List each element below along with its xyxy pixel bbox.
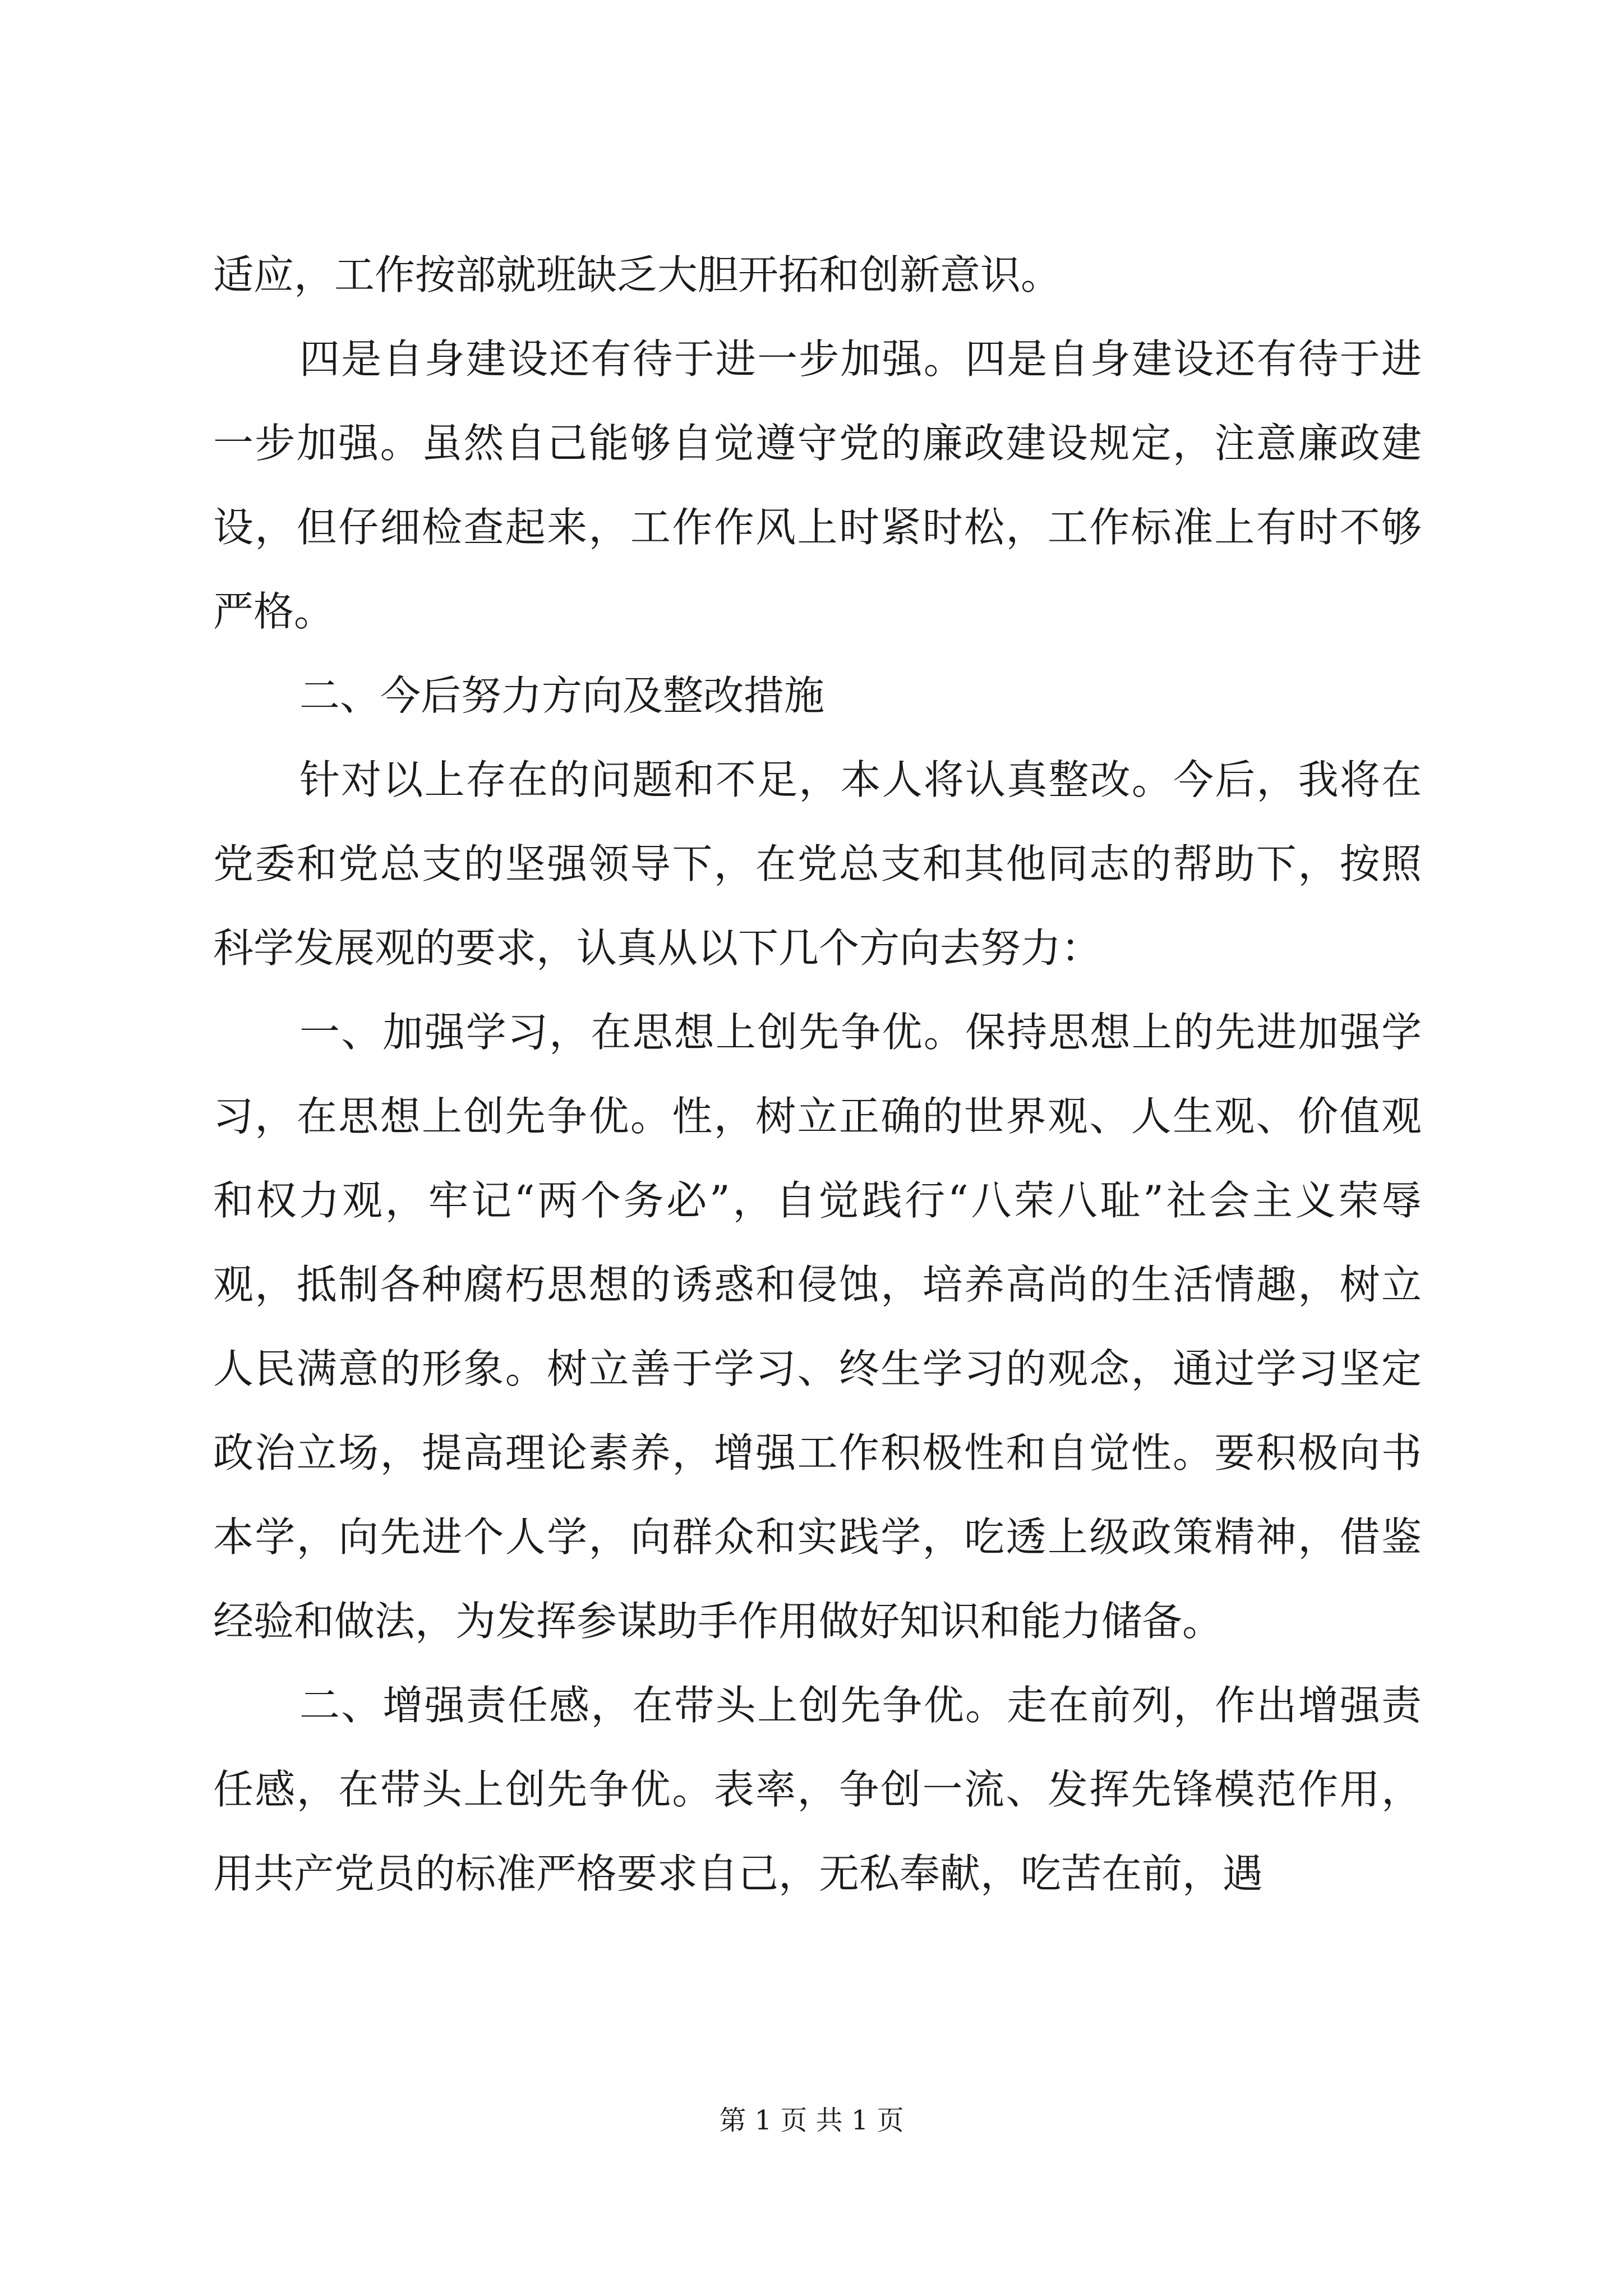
paragraph-strengthen-study: 一、加强学习，在思想上创先争优。保持思想上的先进加强学习，在思想上创先争优。性，树立正确的世界观、人生观、价值观和权力观，牢记“两个务必”，自觉践行“八荣八耻”社会主义荣辱观，抵制各种腐朽思想的诱惑和侵蚀，培养高尚的生活情趣，树立人民满意的形象。树立善于学习、终生学习的观念，通过学习坚定政治立场，提高理论素养，增强工作积极性和自觉性。要积极向书本学，向先进个人学，向群众和实践学，吃透上级政策精神，借鉴经验和做法，为发挥参谋助手作用做好知识和能力储备。 bbox=[213, 1009, 1422, 1645]
paragraph-continuation: 适应，工作按部就班缺乏大胆开拓和创新意识。 bbox=[213, 251, 1062, 298]
paragraph-responsibility: 二、增强责任感，在带头上创先争优。走在前列，作出增强责任感，在带头上创先争优。表率，争创一流、发挥先锋模范作用，用共产党员的标准严格要求自己，无私奉献，吃苦在前，遇 bbox=[213, 1682, 1422, 1897]
section-heading-rectification: 二、今后努力方向及整改措施 bbox=[299, 672, 825, 719]
paragraph-self-construction: 四是自身建设还有待于进一步加强。四是自身建设还有待于进一步加强。虽然自己能够自觉遵守党的廉政建设规定，注意廉政建设，但仔细检查起来，工作作风上时紧时松，工作标准上有时不够严格。 bbox=[213, 335, 1422, 635]
paragraph-intro-measures: 针对以上存在的问题和不足，本人将认真整改。今后，我将在党委和党总支的坚强领导下，在党总支和其他同志的帮助下，按照科学发展观的要求，认真从以下几个方向去努力： bbox=[213, 756, 1422, 972]
document-body bbox=[213, 233, 1422, 1916]
page-number-footer: 第 1 页 共 1 页 bbox=[719, 2105, 904, 2136]
